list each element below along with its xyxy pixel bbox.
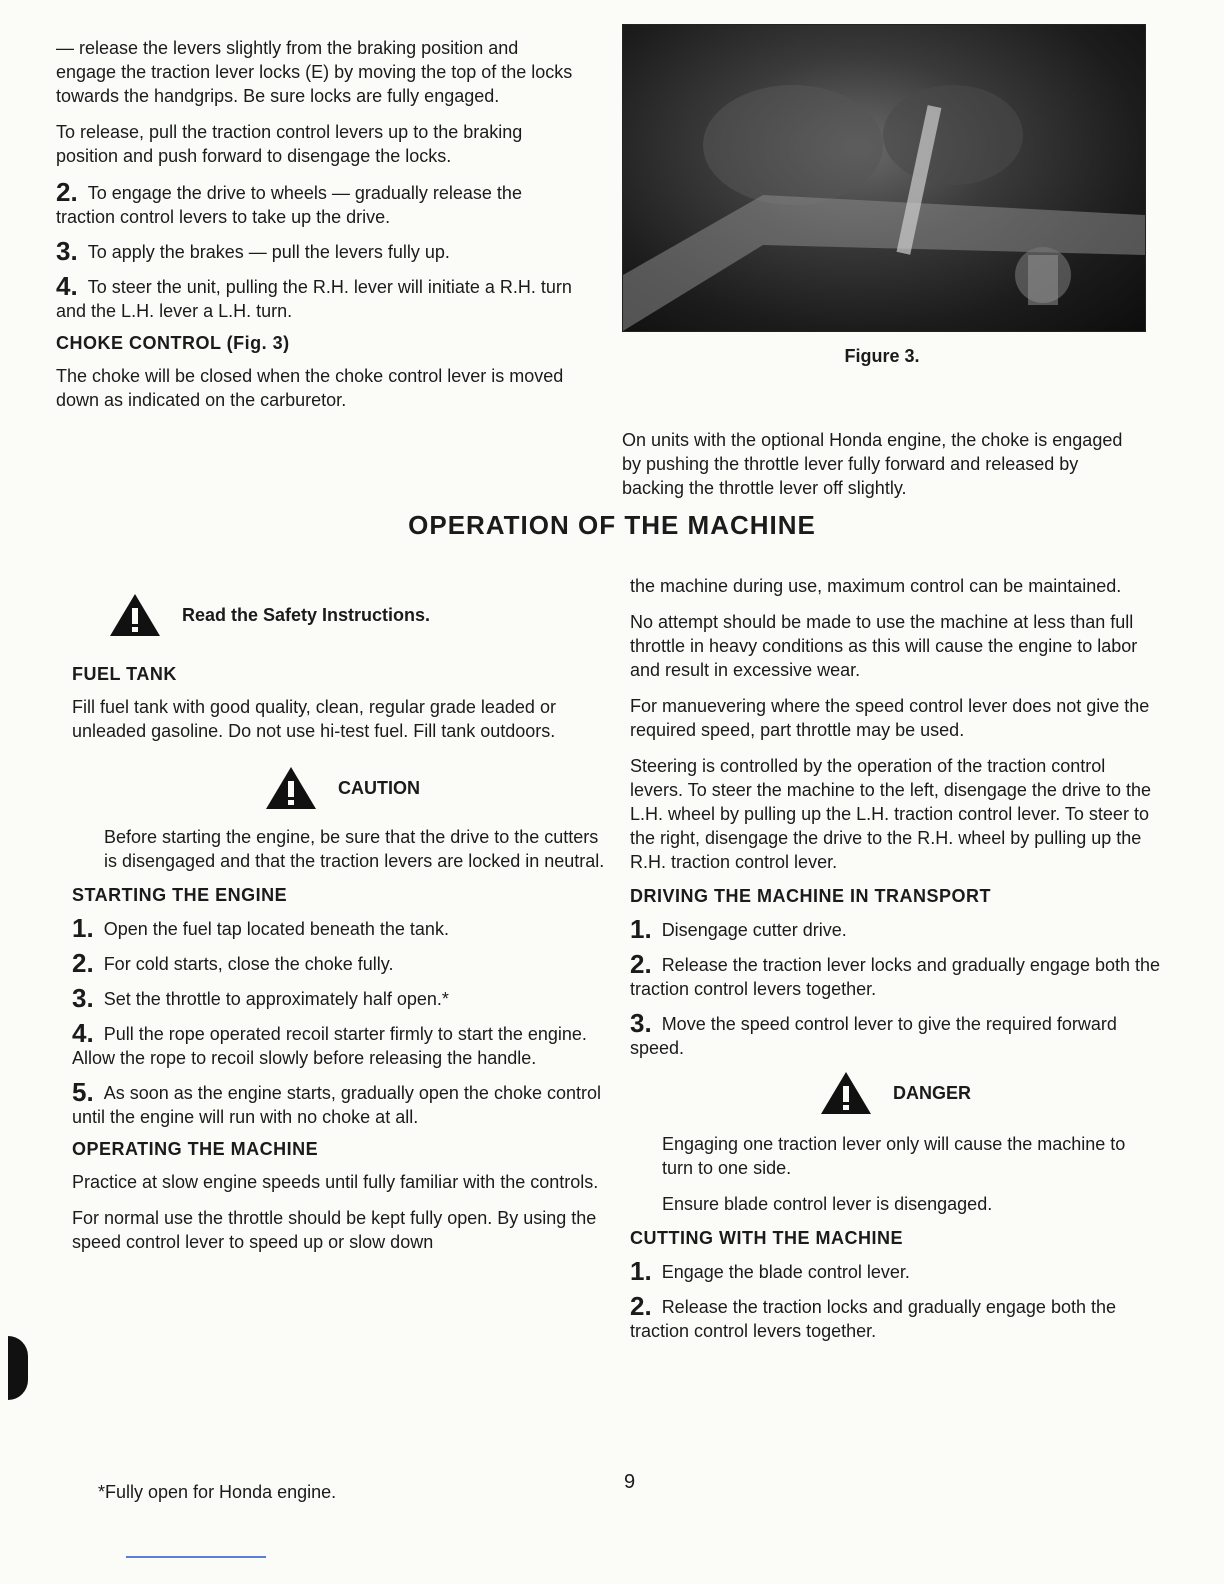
safety-notice [108, 592, 612, 638]
step-text: Open the fuel tap located beneath the tank. [103, 919, 449, 939]
engine-photo [622, 24, 1146, 332]
list-item [56, 271, 581, 323]
list-item [56, 236, 581, 266]
caution-label: CAUTION [338, 777, 420, 798]
operating-heading: OPERATING THE MACHINE [72, 1139, 319, 1159]
release-paragraph: To release, pull the traction control levers up to the braking position and push forward to disengage the locks. [56, 122, 523, 166]
footnote: *Fully open for Honda engine. [98, 1482, 337, 1502]
page-title: OPERATION OF THE MACHINE [408, 510, 816, 540]
danger-notice [630, 1070, 1160, 1116]
cutting-heading: CUTTING WITH THE MACHINE [630, 1228, 903, 1248]
step-number: 3. [630, 1008, 652, 1038]
step-number: 5. [72, 1077, 94, 1107]
transport-heading: DRIVING THE MACHINE IN TRANSPORT [630, 886, 992, 906]
engine-photo-illustration [623, 25, 1145, 331]
operating-paragraph-2: For normal use the throttle should be kept fully open. By using the speed control lever to speed up or slow down [72, 1208, 597, 1252]
operating-paragraph-1: Practice at slow engine speeds until fully familiar with the controls. [72, 1172, 599, 1192]
step-text: For cold starts, close the choke fully. [103, 954, 394, 974]
list-item [72, 948, 612, 978]
step-text: To engage the drive to wheels — gradually release the traction control levers to take up the drive. [56, 183, 522, 227]
choke-paragraph: The choke will be closed when the choke control lever is moved down as indicated on the carburetor. [56, 366, 564, 410]
step-text: Release the traction lever locks and gradually engage both the traction control levers together. [630, 955, 1161, 999]
figure-caption: Figure 3. [844, 346, 920, 366]
step-number: 1. [630, 914, 652, 944]
step-text: Engage the blade control lever. [661, 1262, 910, 1282]
right-column [630, 574, 1160, 1353]
step-text: To steer the unit, pulling the R.H. lever will initiate a R.H. turn and the L.H. lever a L.H. turn. [56, 277, 572, 321]
left-column [72, 592, 612, 1266]
step-text: As soon as the engine starts, gradually open the choke control until the engine will run with no choke at all. [72, 1083, 601, 1127]
danger-label: DANGER [892, 1082, 971, 1103]
warning-triangle-icon [264, 765, 318, 811]
step-text: Pull the rope operated recoil starter firmly to start the engine. Allow the rope to recoil slowly before releasing the handle. [72, 1024, 587, 1068]
step-number: 1. [630, 1256, 652, 1286]
step-number: 2. [72, 948, 94, 978]
fuel-tank-heading: FUEL TANK [72, 664, 177, 684]
list-item [630, 1008, 1160, 1060]
binding-hole-mark [8, 1336, 28, 1400]
step-number: 2. [630, 1291, 652, 1321]
operating-paragraph-2-continued: the machine during use, maximum control can be maintained. [630, 576, 1122, 596]
step-number: 4. [56, 271, 78, 301]
list-item [72, 983, 612, 1013]
list-item [630, 949, 1161, 1001]
step-number: 2. [630, 949, 652, 979]
danger-paragraph-2: Ensure blade control lever is disengaged. [662, 1194, 993, 1214]
step-number: 2. [56, 177, 78, 207]
step-text: Move the speed control lever to give the required forward speed. [630, 1014, 1117, 1058]
caution-paragraph: Before starting the engine, be sure that the drive to the cutters is disengaged and that the traction levers are locked in neutral. [104, 827, 605, 871]
step-number: 1. [72, 913, 94, 943]
list-item [72, 1018, 612, 1070]
danger-paragraph-1: Engaging one traction lever only will cause the machine to turn to one side. [662, 1134, 1126, 1178]
choke-heading: CHOKE CONTROL (Fig. 3) [56, 333, 290, 353]
list-item [630, 914, 1160, 944]
caution-notice [72, 765, 612, 811]
step-number: 4. [72, 1018, 94, 1048]
step-text: Release the traction locks and gradually engage both the traction control levers together. [630, 1297, 1116, 1341]
list-item [72, 1077, 612, 1129]
step-number: 3. [56, 236, 78, 266]
step-text: Set the throttle to approximately half open.* [103, 989, 449, 1009]
list-item [72, 913, 612, 943]
operating-paragraph-3: No attempt should be made to use the machine at less than full throttle in heavy conditions as this will cause the engine to labor and result in excessive wear. [630, 612, 1138, 680]
list-item [630, 1256, 1160, 1286]
step-text: To apply the brakes — pull the levers fully up. [87, 242, 450, 262]
warning-triangle-icon [108, 592, 162, 638]
safety-label: Read the Safety Instructions. [182, 604, 431, 625]
page-number: 9 [624, 1471, 636, 1493]
bottom-rule [126, 1556, 266, 1558]
starting-heading: STARTING THE ENGINE [72, 885, 288, 905]
step-text: Disengage cutter drive. [661, 920, 847, 940]
operating-paragraph-4: For manuevering where the speed control lever does not give the required speed, part throttle may be used. [630, 696, 1150, 740]
list-item [630, 1291, 1160, 1343]
list-item [56, 177, 581, 229]
intro-paragraph: — release the levers slightly from the braking position and engage the traction lever locks (E) by moving the top of the locks towards the handgrips. Be sure locks are fully engaged. [56, 38, 573, 106]
intro-column [56, 36, 581, 424]
fuel-tank-paragraph: Fill fuel tank with good quality, clean, regular grade leaded or unleaded gasoline. Do not use hi-test fuel. Fill tank outdoors. [72, 697, 556, 741]
steering-paragraph: Steering is controlled by the operation of the traction control levers. To steer the machine to the left, disengage the drive to the L.H. wheel by pulling up the L.H. traction control lever. To steer to the right, disengage the drive to the R.H. wheel by pulling up the R.H. traction control lever. [630, 756, 1151, 872]
honda-choke-paragraph: On units with the optional Honda engine, the choke is engaged by pushing the throttle lever fully forward and released by backing the throttle lever off slightly. [622, 430, 1123, 498]
figure-column [622, 24, 1142, 512]
step-number: 3. [72, 983, 94, 1013]
warning-triangle-icon [819, 1070, 873, 1116]
